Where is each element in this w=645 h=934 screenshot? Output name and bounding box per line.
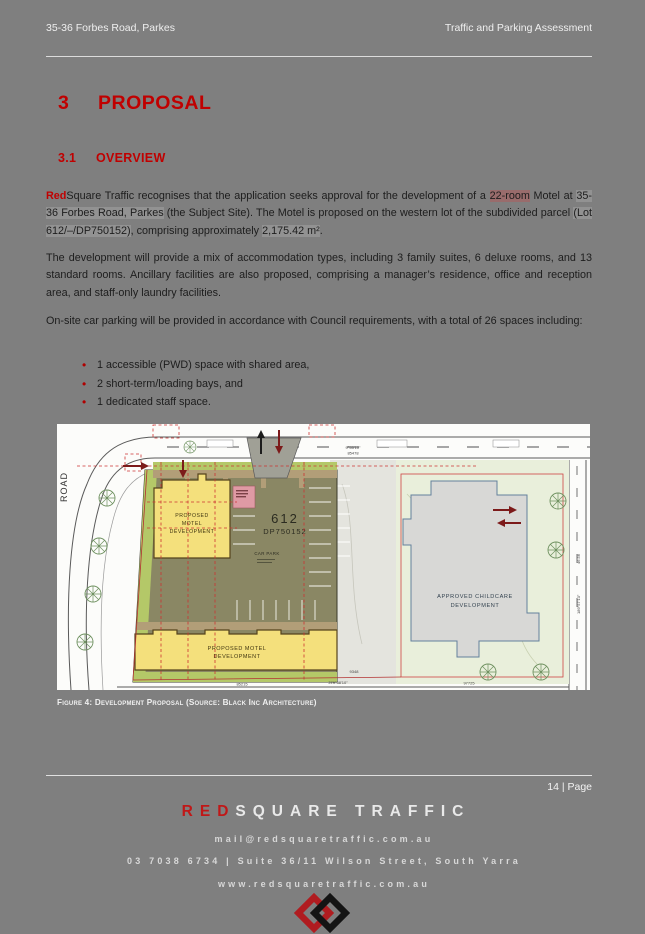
subsection-heading: [58, 151, 592, 165]
motel-lower-label-line2: DEVELOPMENT: [213, 654, 261, 660]
motel-building-lower: [135, 630, 337, 670]
childcare-building: [403, 481, 539, 657]
road-label: ROAD: [59, 471, 69, 502]
dim-bottom-right: 97725: [463, 680, 475, 686]
brand-red-word: Red: [46, 190, 67, 202]
motel-upper-label-line3: DEVELOPMENT: [169, 529, 215, 535]
childcare-label-line1: APPROVED CHILDCARE: [437, 594, 513, 600]
dim-bottom-left: 85215: [236, 681, 248, 687]
section-number: 3: [58, 92, 70, 114]
section-title: PROPOSAL: [98, 92, 212, 114]
p1-text: .: [319, 224, 323, 237]
figure-caption: Figure 4: Development Proposal (Source: Black Inc Architecture): [57, 698, 317, 707]
header-right: Traffic and Parking Assessment: [444, 22, 592, 34]
childcare-label-line2: DEVELOPMENT: [450, 603, 500, 609]
dim-bottom-bearing: 279°58'10": [328, 680, 348, 685]
paragraph-3: On-site car parking will be provided in accordance with Council requirements, with a total of 26 spaces including:: [46, 315, 583, 327]
footer-brand: [0, 803, 645, 821]
page-number: 14 | Page: [547, 781, 592, 793]
footer-rule: [46, 775, 592, 776]
section-heading: [58, 92, 592, 115]
lot-highlight: (Lot 612/–/DP750152): [46, 207, 592, 237]
list-item: • 1 accessible (PWD) space with shared area,: [82, 356, 628, 375]
figure-siteplan: [57, 424, 590, 690]
list-item: • 1 dedicated staff space.: [82, 393, 628, 412]
bullet-list: [46, 356, 628, 412]
header-left: 35-36 Forbes Road, Parkes: [46, 22, 175, 34]
area-highlight: 2,175.42 m²: [262, 224, 320, 237]
footer-website[interactable]: www.redsquaretraffic.com.au: [217, 879, 431, 889]
subsection-title: OVERVIEW: [96, 151, 166, 165]
motel-upper-label-line1: PROPOSED: [175, 513, 209, 519]
p1-text: Square Traffic recognises that the application seeks approval for the development of a: [66, 190, 490, 202]
lot-number-label: 612: [271, 511, 299, 526]
redsquare-logo: [293, 891, 353, 934]
p1-text: (the Subject Site). The Motel is proposed on the western lot of the subdivided parcel: [163, 207, 574, 220]
motel-building-upper: [154, 474, 230, 558]
footer-brand-red: RED: [181, 803, 236, 820]
address-highlight: 35-36 Forbes Road, Parkes: [46, 190, 593, 220]
motel-upper-label-line2: MOTEL: [181, 521, 203, 527]
dim-top-length: 85478: [347, 450, 359, 456]
footer-brand-rest: SQUARE TRAFFIC: [235, 803, 471, 820]
room-count-highlight: 22-room: [489, 190, 530, 202]
dim-right-bearing: 189°57'10": [576, 594, 581, 614]
paragraph-1: [46, 188, 592, 240]
footer-phone-address: 03 7038 6734 | Suite 36/11 Wilson Street, South Yarra: [127, 856, 521, 866]
subsection-number: 3.1: [58, 151, 77, 165]
logo-graphic: [293, 891, 353, 934]
dim-top-bearing: 9°55'10": [345, 445, 361, 450]
list-item: • 2 short-term/loading bays, and: [82, 375, 628, 394]
dim-right-length: 46.56: [576, 553, 581, 564]
car-park-label: CAR PARK: [254, 551, 280, 556]
childcare-lot: [396, 460, 569, 684]
siteplan-drawing: [57, 424, 590, 690]
dim-bottom-mid: 9348: [349, 669, 359, 674]
motel-lower-label-line1: PROPOSED MOTEL: [207, 646, 267, 652]
page-header: [46, 22, 592, 34]
p1-text: Motel at: [529, 190, 577, 202]
paragraph-2: The development will provide a mix of accommodation types, including 3 family suites, 6 deluxe rooms, and 13 standard rooms. Ancillary facilities are also proposed, comprising a manager’s residence, office and reception area, and staff-only laundry facilities.: [46, 252, 592, 299]
header-rule: [46, 56, 592, 57]
lot-dp-label: DP750152: [263, 527, 307, 536]
p1-text: , comprising approximately: [130, 224, 263, 237]
central-corridor: [330, 460, 396, 684]
footer-email[interactable]: mail@redsquaretraffic.com.au: [214, 834, 434, 844]
